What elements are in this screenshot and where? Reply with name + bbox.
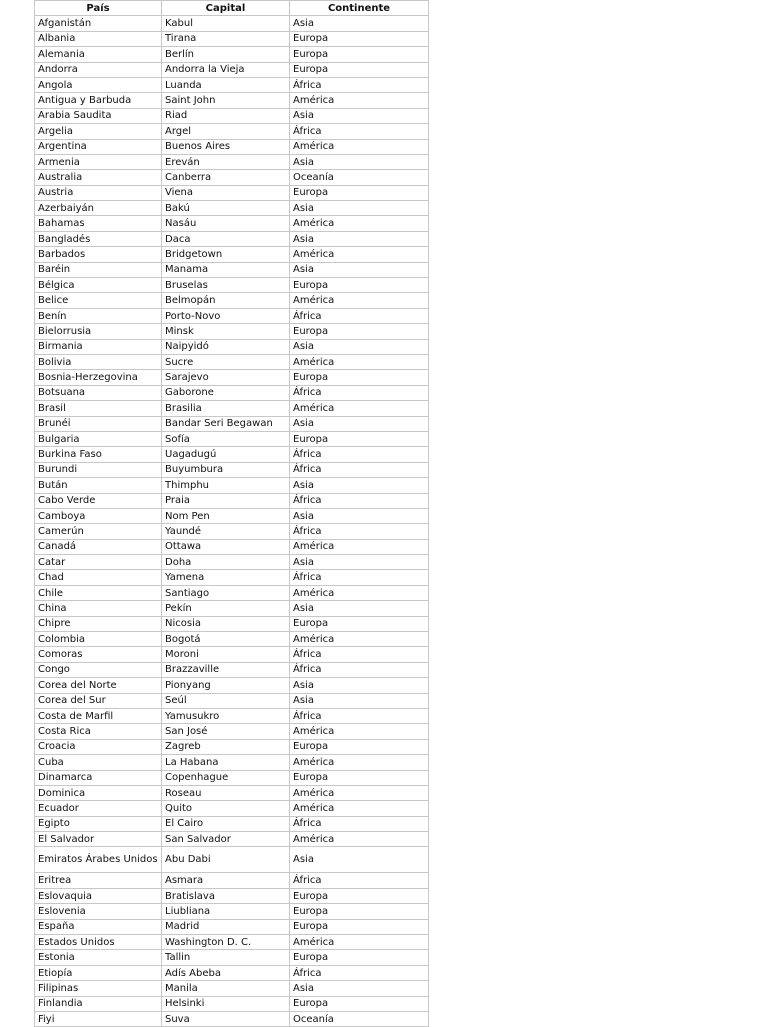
cell-country: Bangladés	[35, 231, 162, 246]
table-row	[35, 170, 429, 185]
cell-country: Azerbaiyán	[35, 201, 162, 216]
table-row	[35, 201, 429, 216]
table-row	[35, 493, 429, 508]
cell-country: Botsuana	[35, 385, 162, 400]
table-row	[35, 981, 429, 996]
table-row	[35, 31, 429, 46]
table-row	[35, 16, 429, 31]
table-row	[35, 801, 429, 816]
cell-capital: Manama	[162, 262, 290, 277]
table-row	[35, 324, 429, 339]
table-row	[35, 770, 429, 785]
table-row	[35, 62, 429, 77]
cell-country: Andorra	[35, 62, 162, 77]
cell-country: Austria	[35, 185, 162, 200]
table-body	[35, 16, 429, 1027]
header-row	[35, 1, 429, 16]
table-row	[35, 755, 429, 770]
table-row	[35, 401, 429, 416]
table-row	[35, 154, 429, 169]
cell-continent: América	[290, 139, 429, 154]
table-row	[35, 385, 429, 400]
table-row	[35, 965, 429, 980]
table-row	[35, 139, 429, 154]
cell-country: Eslovaquia	[35, 888, 162, 903]
cell-continent: Asia	[290, 601, 429, 616]
cell-country: Bután	[35, 478, 162, 493]
cell-country: Benín	[35, 308, 162, 323]
cell-capital: Argel	[162, 124, 290, 139]
table-row	[35, 739, 429, 754]
cell-country: Dinamarca	[35, 770, 162, 785]
cell-capital: Moroni	[162, 647, 290, 662]
cell-country: Catar	[35, 555, 162, 570]
table-row	[35, 278, 429, 293]
cell-capital: Bratislava	[162, 888, 290, 903]
cell-continent: América	[290, 801, 429, 816]
cell-country: Burkina Faso	[35, 447, 162, 462]
cell-country: Eritrea	[35, 873, 162, 888]
cell-continent: América	[290, 401, 429, 416]
cell-country: Costa de Marfil	[35, 708, 162, 723]
cell-continent: Europa	[290, 370, 429, 385]
cell-capital: Viena	[162, 185, 290, 200]
cell-country: Colombia	[35, 632, 162, 647]
cell-continent: Europa	[290, 62, 429, 77]
cell-capital: Tirana	[162, 31, 290, 46]
cell-capital: Yaundé	[162, 524, 290, 539]
cell-continent: América	[290, 755, 429, 770]
country-table-container	[34, 0, 428, 1027]
table-row	[35, 124, 429, 139]
table-row	[35, 108, 429, 123]
cell-country: Chile	[35, 585, 162, 600]
cell-continent: Asia	[290, 478, 429, 493]
cell-continent: Oceanía	[290, 170, 429, 185]
cell-country: Cabo Verde	[35, 493, 162, 508]
cell-continent: África	[290, 570, 429, 585]
cell-capital: Adís Abeba	[162, 965, 290, 980]
cell-capital: Thimphu	[162, 478, 290, 493]
cell-continent: Asia	[290, 508, 429, 523]
cell-capital: Washington D. C.	[162, 935, 290, 950]
cell-capital: Naipyidó	[162, 339, 290, 354]
cell-continent: Europa	[290, 185, 429, 200]
cell-country: Bielorrusia	[35, 324, 162, 339]
table-row	[35, 47, 429, 62]
cell-capital: Andorra la Vieja	[162, 62, 290, 77]
cell-capital: Asmara	[162, 873, 290, 888]
cell-capital: Gaborone	[162, 385, 290, 400]
cell-capital: Zagreb	[162, 739, 290, 754]
table-row	[35, 370, 429, 385]
cell-capital: Manila	[162, 981, 290, 996]
cell-capital: El Cairo	[162, 816, 290, 831]
cell-continent: América	[290, 585, 429, 600]
table-row	[35, 339, 429, 354]
cell-continent: África	[290, 308, 429, 323]
table-row	[35, 231, 429, 246]
cell-capital: Tallin	[162, 950, 290, 965]
table-row	[35, 585, 429, 600]
cell-capital: Daca	[162, 231, 290, 246]
cell-capital: Riad	[162, 108, 290, 123]
cell-continent: África	[290, 816, 429, 831]
cell-country: Emiratos Árabes Unidos	[35, 847, 162, 873]
cell-country: Chipre	[35, 616, 162, 631]
cell-country: Birmania	[35, 339, 162, 354]
cell-capital: Helsinki	[162, 996, 290, 1011]
cell-country: Eslovenia	[35, 904, 162, 919]
cell-capital: Liubliana	[162, 904, 290, 919]
cell-country: Comoras	[35, 647, 162, 662]
cell-country: Armenia	[35, 154, 162, 169]
cell-capital: Nom Pen	[162, 508, 290, 523]
cell-country: Afganistán	[35, 16, 162, 31]
cell-country: Arabia Saudita	[35, 108, 162, 123]
cell-country: Belice	[35, 293, 162, 308]
cell-country: Barbados	[35, 247, 162, 262]
cell-continent: América	[290, 785, 429, 800]
cell-country: China	[35, 601, 162, 616]
cell-continent: Europa	[290, 996, 429, 1011]
cell-country: Croacia	[35, 739, 162, 754]
cell-capital: Brasilia	[162, 401, 290, 416]
cell-continent: Asia	[290, 201, 429, 216]
cell-capital: Bogotá	[162, 632, 290, 647]
cell-continent: Europa	[290, 770, 429, 785]
cell-continent: Europa	[290, 47, 429, 62]
cell-country: Bulgaria	[35, 431, 162, 446]
cell-continent: África	[290, 77, 429, 92]
cell-continent: Europa	[290, 919, 429, 934]
cell-continent: Oceanía	[290, 1012, 429, 1027]
table-row	[35, 539, 429, 554]
cell-country: Camboya	[35, 508, 162, 523]
cell-continent: América	[290, 354, 429, 369]
table-row	[35, 919, 429, 934]
cell-capital: La Habana	[162, 755, 290, 770]
cell-continent: América	[290, 935, 429, 950]
cell-continent: África	[290, 385, 429, 400]
cell-country: Brunéi	[35, 416, 162, 431]
table-row	[35, 724, 429, 739]
table-header	[35, 1, 429, 16]
cell-country: Argentina	[35, 139, 162, 154]
cell-capital: Pekín	[162, 601, 290, 616]
table-row	[35, 247, 429, 262]
cell-continent: América	[290, 539, 429, 554]
table-row	[35, 308, 429, 323]
country-capital-table	[34, 0, 429, 1027]
table-row	[35, 950, 429, 965]
cell-continent: Asia	[290, 16, 429, 31]
cell-continent: Europa	[290, 278, 429, 293]
cell-country: El Salvador	[35, 832, 162, 847]
column-header-country: País	[35, 1, 162, 16]
cell-continent: América	[290, 216, 429, 231]
cell-country: Baréin	[35, 262, 162, 277]
cell-country: Estonia	[35, 950, 162, 965]
cell-country: Angola	[35, 77, 162, 92]
table-row	[35, 647, 429, 662]
table-row	[35, 616, 429, 631]
table-row	[35, 678, 429, 693]
cell-country: Burundi	[35, 462, 162, 477]
cell-continent: Asia	[290, 339, 429, 354]
cell-continent: Asia	[290, 231, 429, 246]
cell-capital: Seúl	[162, 693, 290, 708]
table-row	[35, 555, 429, 570]
cell-country: Camerún	[35, 524, 162, 539]
cell-capital: Uagadugú	[162, 447, 290, 462]
cell-country: Costa Rica	[35, 724, 162, 739]
cell-capital: Bakú	[162, 201, 290, 216]
cell-capital: Minsk	[162, 324, 290, 339]
cell-country: Antigua y Barbuda	[35, 93, 162, 108]
cell-continent: África	[290, 462, 429, 477]
cell-continent: África	[290, 647, 429, 662]
cell-capital: Abu Dabi	[162, 847, 290, 873]
cell-country: Corea del Norte	[35, 678, 162, 693]
table-row	[35, 632, 429, 647]
cell-capital: Brazzaville	[162, 662, 290, 677]
table-row	[35, 1012, 429, 1027]
cell-capital: Ottawa	[162, 539, 290, 554]
cell-capital: Sarajevo	[162, 370, 290, 385]
cell-country: Filipinas	[35, 981, 162, 996]
cell-continent: África	[290, 493, 429, 508]
cell-continent: América	[290, 247, 429, 262]
cell-country: Bélgica	[35, 278, 162, 293]
cell-capital: Roseau	[162, 785, 290, 800]
table-row	[35, 904, 429, 919]
cell-continent: África	[290, 708, 429, 723]
cell-continent: África	[290, 965, 429, 980]
cell-country: Chad	[35, 570, 162, 585]
cell-capital: Bruselas	[162, 278, 290, 293]
cell-capital: Praia	[162, 493, 290, 508]
column-header-capital: Capital	[162, 1, 290, 16]
cell-continent: Europa	[290, 739, 429, 754]
cell-country: Dominica	[35, 785, 162, 800]
cell-country: Argelia	[35, 124, 162, 139]
cell-country: Fiyi	[35, 1012, 162, 1027]
cell-continent: Asia	[290, 262, 429, 277]
cell-continent: Europa	[290, 431, 429, 446]
cell-capital: Doha	[162, 555, 290, 570]
cell-capital: Quito	[162, 801, 290, 816]
cell-capital: Yamena	[162, 570, 290, 585]
table-row	[35, 601, 429, 616]
table-row	[35, 847, 429, 873]
cell-continent: Europa	[290, 888, 429, 903]
table-row	[35, 462, 429, 477]
cell-capital: Santiago	[162, 585, 290, 600]
table-row	[35, 293, 429, 308]
table-row	[35, 185, 429, 200]
cell-continent: Europa	[290, 31, 429, 46]
cell-continent: África	[290, 447, 429, 462]
table-row	[35, 262, 429, 277]
cell-capital: Copenhague	[162, 770, 290, 785]
cell-capital: Belmopán	[162, 293, 290, 308]
table-row	[35, 935, 429, 950]
table-row	[35, 524, 429, 539]
cell-continent: Europa	[290, 904, 429, 919]
cell-continent: Europa	[290, 616, 429, 631]
cell-capital: Nicosia	[162, 616, 290, 631]
table-row	[35, 354, 429, 369]
cell-capital: Berlín	[162, 47, 290, 62]
table-row	[35, 416, 429, 431]
table-row	[35, 93, 429, 108]
cell-continent: América	[290, 724, 429, 739]
cell-continent: Asia	[290, 847, 429, 873]
table-row	[35, 816, 429, 831]
cell-country: Australia	[35, 170, 162, 185]
table-row	[35, 693, 429, 708]
cell-capital: Sucre	[162, 354, 290, 369]
cell-capital: Yamusukro	[162, 708, 290, 723]
cell-country: Albania	[35, 31, 162, 46]
table-row	[35, 570, 429, 585]
cell-country: España	[35, 919, 162, 934]
cell-capital: Madrid	[162, 919, 290, 934]
cell-continent: Asia	[290, 555, 429, 570]
cell-country: Corea del Sur	[35, 693, 162, 708]
cell-capital: Pionyang	[162, 678, 290, 693]
table-row	[35, 77, 429, 92]
cell-continent: Asia	[290, 416, 429, 431]
cell-country: Bahamas	[35, 216, 162, 231]
cell-continent: África	[290, 524, 429, 539]
cell-country: Canadá	[35, 539, 162, 554]
table-row	[35, 216, 429, 231]
cell-continent: Asia	[290, 678, 429, 693]
cell-country: Bosnia-Herzegovina	[35, 370, 162, 385]
cell-country: Brasil	[35, 401, 162, 416]
table-row	[35, 478, 429, 493]
cell-continent: América	[290, 93, 429, 108]
table-row	[35, 662, 429, 677]
table-row	[35, 873, 429, 888]
cell-capital: Kabul	[162, 16, 290, 31]
cell-country: Finlandia	[35, 996, 162, 1011]
cell-country: Cuba	[35, 755, 162, 770]
cell-country: Estados Unidos	[35, 935, 162, 950]
cell-capital: Suva	[162, 1012, 290, 1027]
cell-continent: Asia	[290, 108, 429, 123]
table-row	[35, 996, 429, 1011]
cell-capital: Canberra	[162, 170, 290, 185]
table-row	[35, 447, 429, 462]
cell-country: Alemania	[35, 47, 162, 62]
cell-country: Etiopía	[35, 965, 162, 980]
cell-capital: Bridgetown	[162, 247, 290, 262]
table-row	[35, 708, 429, 723]
column-header-continent: Continente	[290, 1, 429, 16]
cell-continent: África	[290, 873, 429, 888]
table-row	[35, 431, 429, 446]
cell-continent: Asia	[290, 693, 429, 708]
cell-capital: Luanda	[162, 77, 290, 92]
cell-continent: América	[290, 832, 429, 847]
cell-country: Bolivia	[35, 354, 162, 369]
cell-continent: América	[290, 293, 429, 308]
cell-capital: Saint John	[162, 93, 290, 108]
table-row	[35, 888, 429, 903]
cell-continent: África	[290, 662, 429, 677]
cell-capital: Buenos Aires	[162, 139, 290, 154]
cell-capital: Porto-Novo	[162, 308, 290, 323]
cell-continent: Europa	[290, 324, 429, 339]
cell-continent: África	[290, 124, 429, 139]
cell-continent: Europa	[290, 950, 429, 965]
table-row	[35, 508, 429, 523]
cell-country: Congo	[35, 662, 162, 677]
cell-continent: Asia	[290, 154, 429, 169]
cell-capital: Bandar Seri Begawan	[162, 416, 290, 431]
table-row	[35, 785, 429, 800]
cell-capital: Sofía	[162, 431, 290, 446]
cell-continent: América	[290, 632, 429, 647]
cell-capital: San Salvador	[162, 832, 290, 847]
cell-capital: Ereván	[162, 154, 290, 169]
cell-capital: San José	[162, 724, 290, 739]
cell-capital: Nasáu	[162, 216, 290, 231]
cell-country: Egipto	[35, 816, 162, 831]
cell-continent: Asia	[290, 981, 429, 996]
cell-capital: Buyumbura	[162, 462, 290, 477]
table-row	[35, 832, 429, 847]
cell-country: Ecuador	[35, 801, 162, 816]
